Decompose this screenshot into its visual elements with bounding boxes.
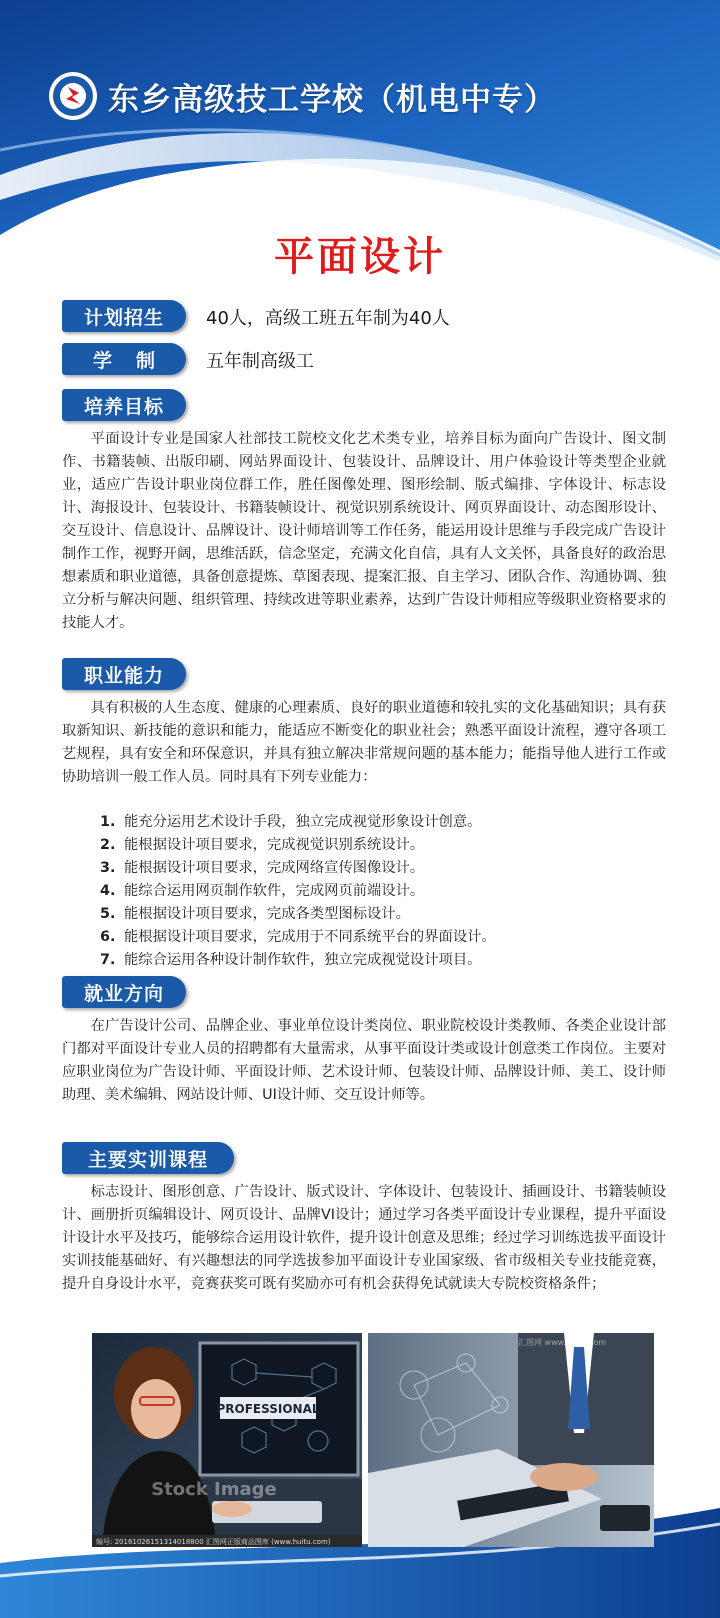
list-item: 4. 能综合运用网页制作软件，完成网页前端设计。 [100,883,425,899]
right-photo-watermark: 汇图网 www.huitu.com [518,1338,607,1347]
duration-value: 五年制高级工 [206,351,314,372]
goals-section-label: 培养目标 [62,389,186,421]
abilities-list [100,811,660,972]
header-wave-background [0,0,720,260]
abilities-intro: 具有积极的人生态度、健康的心理素质、良好的职业道德和较扎实的文化基础知识；具有获取新知识、新技能的意识和能力，能适应不断变化的职业社会；熟悉平面设计流程，遵守各项工艺规程，具有安全和环保意识，并具有独立解决非常规问题的基本能力；能指导他人进行工作或协助培训一般工作人员。同时具有下列专业能力： [62,700,666,785]
enrollment-value: 40人，高级工班五年制为40人 [206,308,450,329]
list-item: 6. 能根据设计项目要求，完成用于不同系统平台的界面设计。 [100,929,496,945]
school-name: 东乡高级技工学校（机电中专） [108,81,556,118]
duration-label: 学制 [62,343,186,375]
courses-text: 标志设计、图形创意、广告设计、版式设计、字体设计、包装设计、插画设计、书籍装帧设计、画册折页编辑设计、网页设计、品牌VI设计；通过学习各类平面设计专业课程，提升平面设计设计水平及技巧，能够综合运用设计软件，提升设计创意及思维；经过学习训练选拔平面设计实训技能基础好、有兴趣想法的同学选拔参加平面设计专业国家级、省市级相关专业技能竞赛，提升自身设计水平，竞赛获奖可既有奖励亦可有机会获得免试就读大专院校资格条件； [62,1184,666,1292]
designer-at-computer-photo [92,1333,362,1547]
goals-text: 平面设计专业是国家人社部技工院校文化艺术类专业，培养目标为面向广告设计、图文制作、书籍装帧、出版印刷、网站界面设计、包装设计、品牌设计、用户体验设计等类型企业就业，适应广告设计职业岗位群工作，胜任图像处理、图形绘制、版式编排、字体设计、标志设计、海报设计、包装设计、书籍装帧设计、视觉识别系统设计、网页界面设计、动态图形设计、交互设计、信息设计、品牌设计、设计师培训等工作任务，能运用设计思维与手段完成广告设计制作工作，视野开阔，思维活跃，信念坚定，充满文化自信，具有人文关怀，具备良好的政治思想素质和职业道德，具备创意提炼、草图表现、提案汇报、自主学习、团队合作、沟通协调、独立分析与解决问题、组织管理、持续改进等职业素养，达到广告设计师相应等级职业资格要求的 技能人才。 [62,431,666,631]
enrollment-label: 计划招生 [62,300,186,332]
business-laptop-photo [368,1333,654,1547]
stock-watermark: Stock Image [151,1479,277,1500]
employment-text: 在广告设计公司、品牌企业、事业单位设计类岗位、职业院校设计类教师、各类企业设计部门都对平面设计专业人员的招聘都有大量需求，从事平面设计类或设计创意类工作岗位。主要对应职业岗位为广告设计师、平面设计师、艺术设计师、包装设计师、品牌设计师、美工、设计师助理、美术编辑、网站设计师、UI设计师、交互设计师等。 [62,1018,666,1103]
list-item: 5. 能根据设计项目要求，完成各类型图标设计。 [100,906,410,922]
school-header [48,68,556,124]
list-item: 3. 能根据设计项目要求，完成网络宣传图像设计。 [100,860,425,876]
abilities-section-label: 职业能力 [62,658,186,690]
list-item: 1. 能充分运用艺术设计手段，独立完成视觉形象设计创意。 [100,814,482,830]
page-title: 平面设计 [274,234,446,280]
employment-section-label: 就业方向 [62,976,186,1008]
photo-caption: 编号: 20161026151314018800 汇图网正版商品图库 (www.huitu.com) [96,1538,331,1546]
screen-text: PROFESSIONAL [216,1402,320,1416]
list-item: 7. 能综合运用各种设计制作软件，独立完成视觉设计项目。 [100,952,482,968]
courses-section-label: 主要实训课程 [62,1142,234,1174]
list-item: 2. 能根据设计项目要求，完成视觉识别系统设计。 [100,837,425,853]
school-emblem-icon [48,71,98,121]
